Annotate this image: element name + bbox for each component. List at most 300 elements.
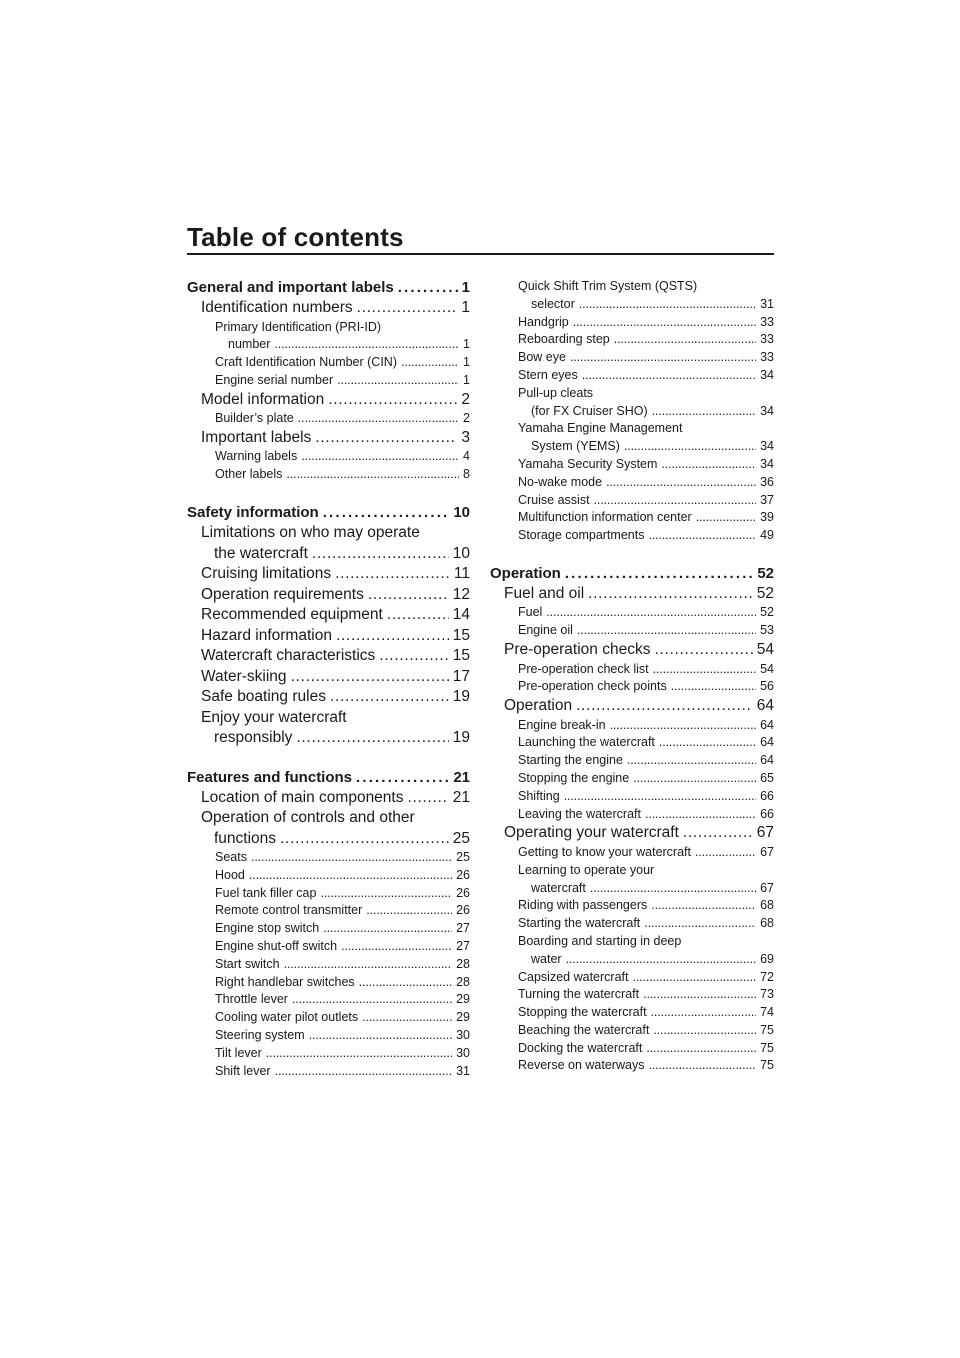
dot-leader xyxy=(644,915,756,933)
toc-entry-sub[interactable] xyxy=(187,902,470,920)
toc-entry-sub[interactable] xyxy=(187,867,470,885)
dot-leader xyxy=(614,331,756,349)
toc-entry-section[interactable] xyxy=(490,823,774,844)
toc-entry-sub[interactable] xyxy=(490,806,774,824)
toc-entry-sub[interactable] xyxy=(490,717,774,735)
toc-entry-sub[interactable] xyxy=(187,849,470,867)
toc-page-number: 3 xyxy=(461,428,470,446)
dot-leader xyxy=(696,509,756,527)
toc-entry-row xyxy=(187,503,470,523)
toc-page-number: 75 xyxy=(760,1040,774,1055)
dot-leader xyxy=(648,527,756,545)
toc-entry-section[interactable] xyxy=(187,708,470,749)
toc-entry-section[interactable] xyxy=(187,808,470,849)
toc-entry-row xyxy=(187,768,470,788)
toc-entry-row xyxy=(215,1063,470,1081)
toc-entry-label-continued: water xyxy=(531,951,562,966)
dot-leader xyxy=(315,428,457,449)
dot-leader xyxy=(323,503,450,523)
toc-entry-label: Tilt lever xyxy=(215,1045,262,1060)
toc-entry-sub[interactable] xyxy=(187,448,470,466)
toc-entry-row xyxy=(215,354,470,372)
toc-entry-label: No-wake mode xyxy=(518,474,603,489)
toc-entry-sub[interactable] xyxy=(490,456,774,474)
toc-entry-section[interactable] xyxy=(187,605,470,626)
toc-entry-label: Water-skiing xyxy=(201,667,287,685)
toc-entry-row xyxy=(518,734,774,752)
toc-entry-sub[interactable] xyxy=(490,314,774,332)
toc-entry-row xyxy=(201,646,470,667)
toc-entry-sub[interactable] xyxy=(187,354,470,372)
toc-right-column xyxy=(490,278,774,1075)
toc-entry-sub[interactable] xyxy=(187,920,470,938)
toc-entry-label: Shifting xyxy=(518,788,560,803)
dot-leader xyxy=(566,951,757,969)
toc-entry-section[interactable] xyxy=(490,640,774,661)
toc-entry-sub[interactable] xyxy=(490,509,774,527)
toc-page-number: 72 xyxy=(760,969,774,984)
toc-entry-sub[interactable] xyxy=(490,278,774,314)
toc-entry-label: Learning to operate your xyxy=(518,862,655,877)
toc-page-number: 15 xyxy=(452,626,470,644)
toc-entry-sub[interactable] xyxy=(187,466,470,484)
toc-entry-row xyxy=(518,1004,774,1022)
dot-leader xyxy=(298,410,459,428)
toc-entry-label: Start switch xyxy=(215,956,280,971)
dot-leader xyxy=(590,880,756,898)
toc-entry-row xyxy=(518,897,774,915)
toc-entry-label: Bow eye xyxy=(518,350,566,365)
dot-leader xyxy=(335,564,450,585)
dot-leader xyxy=(362,1009,452,1027)
toc-entry-label-continued: responsibly xyxy=(214,729,293,747)
toc-page-number: 27 xyxy=(456,921,470,936)
toc-entry-sub[interactable] xyxy=(490,678,774,696)
title-rule xyxy=(187,253,774,255)
dot-leader xyxy=(286,466,459,484)
toc-entry-label: Fuel tank filler cap xyxy=(215,885,317,900)
toc-entry-sub[interactable] xyxy=(490,986,774,1004)
toc-entry-label: General and important labels xyxy=(187,279,394,296)
toc-entry-label: Shift lever xyxy=(215,1063,271,1078)
toc-page-number: 17 xyxy=(452,667,470,685)
toc-entry-label-continued: number xyxy=(228,337,271,352)
toc-entry-row xyxy=(518,969,774,987)
toc-entry-label: Launching the watercraft xyxy=(518,735,655,750)
toc-entry-label: Handgrip xyxy=(518,314,569,329)
toc-entry-label: Operation xyxy=(490,564,561,582)
dot-leader xyxy=(632,969,756,987)
toc-entry-sub[interactable] xyxy=(187,1045,470,1063)
toc-entry-label: Cruising limitations xyxy=(201,565,332,583)
toc-entry-label: Identification numbers xyxy=(201,299,353,316)
toc-page-number: 29 xyxy=(456,1010,470,1025)
toc-page-number: 74 xyxy=(760,1005,774,1020)
toc-entry-label-continued: watercraft xyxy=(531,880,586,895)
dot-leader xyxy=(251,849,452,867)
dot-leader xyxy=(275,1063,453,1081)
toc-entry-label: Watercraft characteristics xyxy=(201,647,376,665)
toc-entry-label: Limitations on who may operate xyxy=(201,524,420,542)
toc-entry-row xyxy=(518,438,774,456)
toc-entry-chapter[interactable] xyxy=(490,564,774,584)
toc-page-number: 33 xyxy=(760,314,774,329)
toc-entry-label: Location of main components xyxy=(201,788,404,806)
toc-page-number: 1 xyxy=(463,372,470,387)
toc-page-number: 21 xyxy=(453,768,470,786)
toc-page-number: 67 xyxy=(756,824,774,842)
toc-entry-row xyxy=(215,336,470,354)
dot-leader xyxy=(683,823,753,844)
toc-page-number: 26 xyxy=(456,867,470,882)
toc-page-number: 25 xyxy=(452,829,470,847)
toc-page-number: 34 xyxy=(760,456,774,471)
toc-page-number: 52 xyxy=(757,564,774,582)
toc-entry-label: Engine shut-off switch xyxy=(215,939,338,954)
toc-page-number: 64 xyxy=(760,735,774,750)
toc-entry-sub[interactable] xyxy=(490,933,774,969)
toc-entry-chapter[interactable] xyxy=(187,768,470,788)
toc-entry-row xyxy=(518,880,774,898)
toc-entry-sub[interactable] xyxy=(490,862,774,898)
dot-leader xyxy=(651,897,756,915)
toc-entry-sub[interactable] xyxy=(490,915,774,933)
toc-entry-label: Engine stop switch xyxy=(215,921,320,936)
dot-leader xyxy=(588,584,753,605)
toc-entry-row xyxy=(215,991,470,1009)
toc-entry-section[interactable] xyxy=(187,667,470,688)
dot-leader xyxy=(266,1045,452,1063)
toc-entry-row xyxy=(215,867,470,885)
toc-entry-section[interactable] xyxy=(187,788,470,809)
toc-page-number: 14 xyxy=(452,606,470,624)
dot-leader xyxy=(320,885,452,903)
toc-entry-sub[interactable] xyxy=(187,956,470,974)
toc-left-column xyxy=(187,278,470,1080)
toc-page-number: 68 xyxy=(760,898,774,913)
toc-entry-row xyxy=(518,456,774,474)
toc-entry-sub[interactable] xyxy=(490,661,774,679)
toc-entry-label: Hood xyxy=(215,867,245,882)
toc-entry-label: Operation of controls and other xyxy=(201,809,415,827)
toc-page-number: 12 xyxy=(452,585,470,603)
toc-page-number: 26 xyxy=(456,885,470,900)
toc-entry-row xyxy=(518,951,774,969)
toc-entry-label: Pre-operation checks xyxy=(504,641,651,659)
toc-page-number: 31 xyxy=(760,296,774,311)
toc-entry-label: Warning labels xyxy=(215,449,298,464)
dot-leader xyxy=(624,438,756,456)
toc-page-number: 10 xyxy=(452,544,470,562)
toc-entry-sub[interactable] xyxy=(490,844,774,862)
dot-leader xyxy=(645,806,756,824)
toc-page-number: 67 xyxy=(760,880,774,895)
toc-entry-label: Riding with passengers xyxy=(518,898,648,913)
toc-entry-label: Primary Identification (PRI-ID) xyxy=(215,319,382,334)
toc-entry-row xyxy=(215,1009,470,1027)
toc-entry-section[interactable] xyxy=(187,390,470,411)
toc-entry-section[interactable] xyxy=(187,585,470,606)
toc-page-number: 54 xyxy=(760,661,774,676)
toc-page-number: 52 xyxy=(756,584,774,602)
toc-entry-label: Builder’s plate xyxy=(215,411,294,426)
dot-leader xyxy=(379,646,448,667)
dot-leader xyxy=(274,336,459,354)
dot-leader xyxy=(280,829,449,850)
dot-leader xyxy=(577,622,756,640)
toc-page-number: 2 xyxy=(463,411,470,426)
toc-entry-sub[interactable] xyxy=(490,367,774,385)
toc-entry-row xyxy=(518,986,774,1004)
dot-leader xyxy=(359,974,452,992)
toc-entry-section[interactable] xyxy=(490,584,774,605)
dot-leader xyxy=(387,605,449,626)
toc-entry-row xyxy=(201,585,470,606)
toc-entry-sub[interactable] xyxy=(490,1022,774,1040)
toc-entry-sub[interactable] xyxy=(187,410,470,428)
toc-entry-chapter[interactable] xyxy=(187,278,470,298)
toc-entry-sub[interactable] xyxy=(490,752,774,770)
toc-page-number: 31 xyxy=(456,1063,470,1078)
toc-page-number: 64 xyxy=(760,753,774,768)
toc-entry-row xyxy=(518,604,774,622)
toc-page-number: 75 xyxy=(760,1022,774,1037)
toc-entry-label: Operation xyxy=(504,697,573,715)
toc-entry-sub[interactable] xyxy=(490,527,774,545)
dot-leader xyxy=(653,661,756,679)
toc-entry-row xyxy=(215,466,470,484)
toc-entry-row xyxy=(490,564,774,584)
toc-entry-row xyxy=(215,885,470,903)
toc-entry-sub[interactable] xyxy=(490,969,774,987)
toc-entry-row xyxy=(518,474,774,492)
toc-entry-row xyxy=(201,626,470,647)
toc-page-number: 33 xyxy=(760,332,774,347)
toc-page-number: 30 xyxy=(456,1028,470,1043)
dot-leader xyxy=(284,956,452,974)
dot-leader xyxy=(646,1040,756,1058)
dot-leader xyxy=(695,844,756,862)
toc-entry-section[interactable] xyxy=(187,646,470,667)
toc-entry-row xyxy=(215,938,470,956)
toc-entry-row xyxy=(201,544,470,565)
toc-entry-sub[interactable] xyxy=(490,622,774,640)
toc-entry-label: Yamaha Security System xyxy=(518,456,658,471)
toc-entry-sub[interactable] xyxy=(187,372,470,390)
toc-entry-section[interactable] xyxy=(187,428,470,449)
toc-entry-label-continued: the watercraft xyxy=(214,544,308,562)
toc-page-number: 1 xyxy=(463,355,470,370)
toc-entry-row xyxy=(518,403,774,421)
toc-entry-chapter[interactable] xyxy=(187,503,470,523)
toc-entry-section[interactable] xyxy=(187,687,470,708)
toc-page-number: 66 xyxy=(760,806,774,821)
dot-leader xyxy=(651,1004,757,1022)
toc-entry-section[interactable] xyxy=(187,523,470,564)
toc-entry-label: Steering system xyxy=(215,1028,305,1043)
toc-entry-row xyxy=(518,661,774,679)
toc-page-number: 4 xyxy=(463,449,470,464)
toc-entry-row xyxy=(518,717,774,735)
toc-page-number: 30 xyxy=(456,1045,470,1060)
toc-entry-label: Multifunction information center xyxy=(518,510,692,525)
toc-entry-row xyxy=(518,788,774,806)
toc-entry-row xyxy=(201,428,470,449)
toc-entry-label: Turning the watercraft xyxy=(518,987,640,1002)
toc-entry-sub[interactable] xyxy=(490,492,774,510)
toc-entry-label: Cooling water pilot outlets xyxy=(215,1010,359,1025)
toc-entry-row xyxy=(201,667,470,688)
toc-entry-row xyxy=(518,1022,774,1040)
toc-entry-row xyxy=(518,492,774,510)
toc-entry-label: Cruise assist xyxy=(518,492,590,507)
dot-leader xyxy=(579,296,756,314)
dot-leader xyxy=(356,768,449,788)
toc-entry-row xyxy=(201,687,470,708)
toc-entry-sub[interactable] xyxy=(490,604,774,622)
dot-leader xyxy=(330,687,449,708)
toc-entry-section[interactable] xyxy=(187,298,470,319)
dot-leader xyxy=(606,474,756,492)
toc-entry-label: Engine serial number xyxy=(215,372,334,387)
dot-leader xyxy=(654,640,752,661)
toc-entry-sub[interactable] xyxy=(490,897,774,915)
toc-entry-section[interactable] xyxy=(187,564,470,585)
toc-entry-row xyxy=(518,349,774,367)
toc-entry-sub[interactable] xyxy=(490,349,774,367)
toc-entry-label: Recommended equipment xyxy=(201,606,383,624)
toc-entry-label: Operation requirements xyxy=(201,585,364,603)
toc-entry-sub[interactable] xyxy=(187,974,470,992)
toc-page-number: 27 xyxy=(456,939,470,954)
toc-entry-sub[interactable] xyxy=(187,991,470,1009)
toc-page-number: 28 xyxy=(456,974,470,989)
toc-entry-sub[interactable] xyxy=(187,1027,470,1045)
dot-leader xyxy=(401,354,459,372)
toc-entry-label: Other labels xyxy=(215,467,283,482)
toc-page-number: 11 xyxy=(453,565,470,583)
toc-entry-row xyxy=(518,367,774,385)
toc-entry-label: Engine break-in xyxy=(518,717,606,732)
toc-entry-row xyxy=(504,584,774,605)
toc-entry-label: Boarding and starting in deep xyxy=(518,933,682,948)
toc-entry-sub[interactable] xyxy=(490,734,774,752)
toc-page-number: 56 xyxy=(760,679,774,694)
toc-page-number: 25 xyxy=(456,850,470,865)
toc-entry-row xyxy=(504,696,774,717)
toc-entry-row xyxy=(215,448,470,466)
toc-entry-row xyxy=(201,564,470,585)
toc-entry-sub[interactable] xyxy=(490,1057,774,1075)
toc-entry-label: Safety information xyxy=(187,504,319,522)
toc-entry-label: Seats xyxy=(215,850,247,865)
toc-entry-sub[interactable] xyxy=(490,420,774,456)
toc-page-number: 39 xyxy=(760,510,774,525)
toc-entry-row xyxy=(518,806,774,824)
toc-entry-sub[interactable] xyxy=(490,1040,774,1058)
toc-entry-label: Features and functions xyxy=(187,768,353,786)
toc-entry-label: Stern eyes xyxy=(518,367,578,382)
toc-entry-sub[interactable] xyxy=(490,474,774,492)
toc-page-number: 34 xyxy=(760,403,774,418)
dot-leader xyxy=(312,544,449,565)
toc-entry-section[interactable] xyxy=(187,626,470,647)
dot-leader xyxy=(659,734,756,752)
toc-entry-sub[interactable] xyxy=(490,770,774,788)
toc-entry-row xyxy=(215,1045,470,1063)
toc-page-number: 33 xyxy=(760,350,774,365)
toc-page-number: 34 xyxy=(760,367,774,382)
toc-entry-row xyxy=(518,509,774,527)
toc-entry-row xyxy=(215,956,470,974)
toc-entry-row xyxy=(201,829,470,850)
toc-entry-row xyxy=(518,1040,774,1058)
toc-entry-sub[interactable] xyxy=(490,788,774,806)
toc-page-number: 1 xyxy=(463,337,470,352)
toc-page-number: 69 xyxy=(760,951,774,966)
toc-entry-sub[interactable] xyxy=(187,1063,470,1081)
toc-entry-label: Stopping the watercraft xyxy=(518,1005,647,1020)
toc-entry-label: Operating your watercraft xyxy=(504,824,679,842)
toc-entry-label: Reverse on waterways xyxy=(518,1058,645,1073)
dot-leader xyxy=(328,390,457,411)
dot-leader xyxy=(576,696,753,717)
toc-page-number: 49 xyxy=(760,528,774,543)
toc-entry-sub[interactable] xyxy=(490,1004,774,1022)
dot-leader xyxy=(546,604,756,622)
dot-leader xyxy=(296,728,448,749)
toc-entry-sub[interactable] xyxy=(187,1009,470,1027)
toc-entry-sub[interactable] xyxy=(187,885,470,903)
toc-page-number: 64 xyxy=(760,717,774,732)
toc-page-number: 52 xyxy=(760,605,774,620)
toc-page-number: 21 xyxy=(452,788,470,806)
toc-page-number: 2 xyxy=(461,390,470,408)
toc-entry-section[interactable] xyxy=(490,696,774,717)
toc-entry-sub[interactable] xyxy=(187,319,470,355)
toc-entry-label: Craft Identification Number (CIN) xyxy=(215,355,398,370)
toc-entry-row xyxy=(518,770,774,788)
toc-entry-label: Safe boating rules xyxy=(201,688,326,706)
toc-entry-row xyxy=(518,314,774,332)
dot-leader xyxy=(398,278,458,298)
toc-page-number: 28 xyxy=(456,956,470,971)
toc-page-number: 26 xyxy=(456,903,470,918)
toc-entry-row xyxy=(518,296,774,314)
toc-entry-row xyxy=(518,752,774,770)
dot-leader xyxy=(633,770,756,788)
toc-page-number: 19 xyxy=(452,688,470,706)
toc-entry-row xyxy=(215,410,470,428)
dot-leader xyxy=(366,902,452,920)
toc-entry-row xyxy=(518,844,774,862)
toc-page-number: 10 xyxy=(453,504,470,522)
toc-entry-label: Getting to know your watercraft xyxy=(518,844,691,859)
dot-leader xyxy=(565,564,753,584)
toc-entry-sub[interactable] xyxy=(490,331,774,349)
toc-entry-row xyxy=(215,974,470,992)
toc-page-number: 15 xyxy=(452,647,470,665)
toc-page-number: 75 xyxy=(760,1058,774,1073)
toc-entry-label: Enjoy your watercraft xyxy=(201,708,347,726)
dot-leader xyxy=(357,298,458,319)
dot-leader xyxy=(309,1027,452,1045)
toc-page-number: 8 xyxy=(463,467,470,482)
toc-entry-sub[interactable] xyxy=(490,385,774,421)
toc-entry-row xyxy=(504,823,774,844)
toc-entry-sub[interactable] xyxy=(187,938,470,956)
toc-entry-label-continued: selector xyxy=(531,296,575,311)
